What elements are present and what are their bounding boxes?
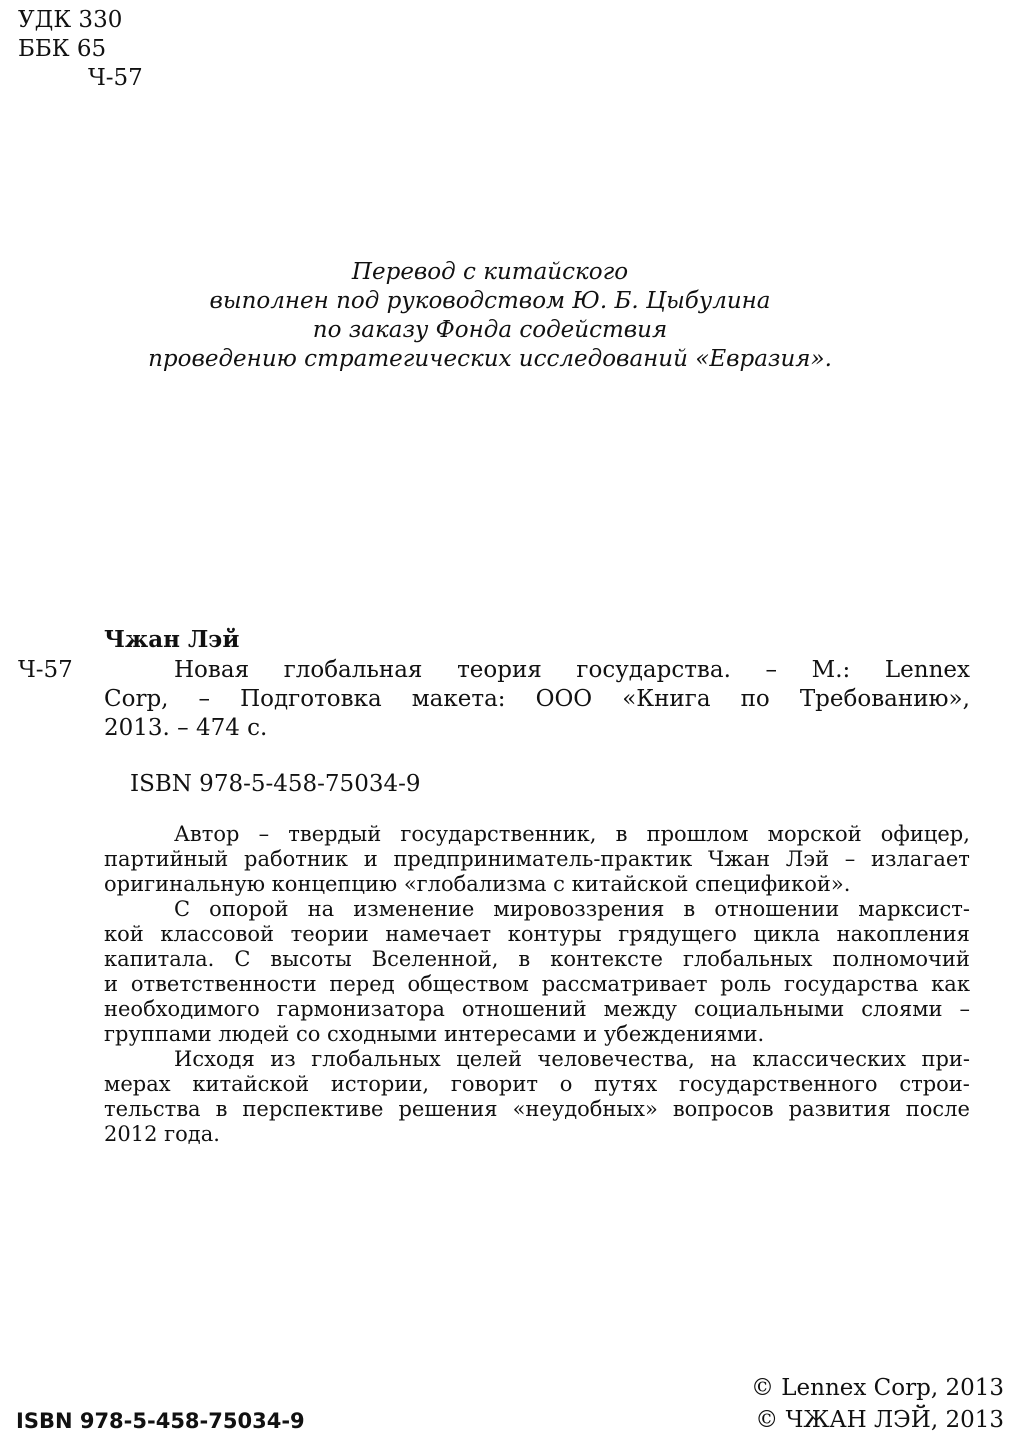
abstract-word: необходимого — [104, 997, 260, 1021]
abstract-word: из — [270, 1047, 296, 1071]
abstract-word: гармонизатора — [276, 997, 445, 1021]
translation-line: по заказу Фонда содействия — [312, 317, 668, 343]
abstract-word: классовой — [160, 922, 275, 946]
abstract-word: цикла — [753, 922, 820, 946]
abstract-word: развития — [788, 1097, 891, 1121]
biblio-word: Новая — [174, 657, 250, 683]
abstract-word: Вселенной, — [371, 947, 499, 971]
translation-line: выполнен под руководством Ю. Б. Цыбулина — [209, 288, 771, 314]
biblio-word: «Книга — [622, 686, 711, 712]
abstract-line — [104, 1072, 970, 1097]
abstract-word: предприниматель-практик — [393, 847, 693, 871]
abstract-line — [104, 972, 970, 997]
biblio-word: макета: — [411, 686, 506, 712]
biblio-word: глобальная — [283, 657, 423, 683]
abstract-word: в — [615, 822, 628, 846]
abstract-word: ответственности — [130, 972, 317, 996]
abstract-word: решения — [398, 1097, 498, 1121]
abstract-word: грядущего — [618, 922, 737, 946]
biblio-word: М.: — [811, 657, 851, 683]
bibliographic-description — [104, 656, 970, 743]
abstract-word: роль — [720, 972, 772, 996]
abstract-word: между — [603, 997, 678, 1021]
biblio-word: Требованию», — [799, 686, 970, 712]
abstract-word: говорит — [450, 1072, 538, 1096]
abstract-paragraph — [104, 897, 970, 1047]
abstract-line — [104, 997, 970, 1022]
biblio-word: государства. — [576, 657, 731, 683]
translation-line: проведению стратегических исследований «Евразия». — [148, 346, 832, 372]
abstract-word: и — [363, 847, 378, 871]
abstract-word: контексте — [550, 947, 663, 971]
abstract-line — [104, 1047, 970, 1072]
abstract-word: перед — [329, 972, 395, 996]
abstract-word: о — [559, 1072, 573, 1096]
abstract-word: марксист- — [858, 897, 970, 921]
abstract-word: целей — [456, 1047, 522, 1071]
abstract-word: намечает — [385, 922, 492, 946]
abstract-word: Лэй — [785, 847, 830, 871]
abstract — [104, 822, 970, 1147]
abstract-word: и — [104, 972, 118, 996]
abstract-word: государственник, — [400, 822, 597, 846]
translation-line: Перевод с китайского — [351, 259, 629, 285]
abstract-word: в — [518, 947, 531, 971]
abstract-paragraph — [104, 1047, 970, 1147]
abstract-paragraph — [104, 822, 970, 897]
biblio-word: – — [198, 686, 211, 712]
classification-codes — [18, 6, 143, 93]
biblio-line — [104, 685, 970, 714]
copyright-author: © ЧЖАН ЛЭЙ, 2013 — [755, 1407, 1004, 1433]
abstract-word: Исходя — [174, 1047, 255, 1071]
abstract-line: оригинальную концепцию «глобализма с китайской спецификой». — [104, 872, 851, 896]
udk-code: УДК 330 — [18, 7, 123, 33]
abstract-word: морской — [767, 822, 862, 846]
abstract-word: – — [258, 822, 270, 846]
abstract-word: – — [959, 997, 970, 1021]
copyright-block — [751, 1372, 1004, 1436]
abstract-word: – — [844, 847, 856, 871]
abstract-word: в — [215, 1097, 228, 1121]
abstract-word: опорой — [209, 897, 289, 921]
abstract-word: на — [710, 1047, 737, 1071]
abstract-word: после — [905, 1097, 970, 1121]
abstract-word: теории — [290, 922, 369, 946]
abstract-word: китайской — [192, 1072, 310, 1096]
biblio-word: ООО — [535, 686, 593, 712]
abstract-word: глобальных — [311, 1047, 441, 1071]
abstract-word: государственного — [679, 1072, 878, 1096]
abstract-word: С — [174, 897, 191, 921]
abstract-word: излагает — [871, 847, 970, 871]
biblio-word: Подготовка — [240, 686, 382, 712]
abstract-word: в — [683, 897, 696, 921]
abstract-word: перспективе — [242, 1097, 384, 1121]
abstract-word: вопросов — [672, 1097, 774, 1121]
translation-note — [60, 258, 920, 374]
abstract-word: кой — [104, 922, 144, 946]
abstract-word: офицер, — [880, 822, 970, 846]
abstract-line — [104, 1097, 970, 1122]
abstract-word: строи- — [899, 1072, 970, 1096]
abstract-word: рассматривает — [541, 972, 708, 996]
abstract-word: контуры — [507, 922, 602, 946]
abstract-line — [104, 922, 970, 947]
abstract-word: при- — [921, 1047, 970, 1071]
catalog-mark: Ч-57 — [18, 657, 73, 683]
catalog-isbn: ISBN 978-5-458-75034-9 — [130, 771, 421, 797]
copyright-publisher: © Lennex Corp, 2013 — [750, 1375, 1004, 1401]
abstract-word: высоты — [270, 947, 352, 971]
abstract-word: Автор — [174, 822, 240, 846]
abstract-word: отношении — [714, 897, 840, 921]
abstract-word: на — [307, 897, 335, 921]
biblio-word: Lennex — [884, 657, 970, 683]
abstract-word: капитала. — [104, 947, 215, 971]
abstract-line: 2012 года. — [104, 1122, 220, 1146]
abstract-word: человечества, — [537, 1047, 695, 1071]
biblio-word: – — [765, 657, 778, 683]
abstract-line — [104, 822, 970, 847]
biblio-line: 2013. – 474 с. — [104, 715, 268, 741]
abstract-word: работник — [244, 847, 348, 871]
abstract-word: тельства — [104, 1097, 201, 1121]
abstract-word: мировоззрения — [493, 897, 665, 921]
abstract-line — [104, 847, 970, 872]
abstract-word: С — [234, 947, 251, 971]
abstract-word: «неудобных» — [512, 1097, 658, 1121]
abstract-word: слоями — [861, 997, 943, 1021]
abstract-word: изменение — [353, 897, 475, 921]
abstract-word: как — [931, 972, 970, 996]
biblio-word: теория — [457, 657, 542, 683]
abstract-word: путях — [594, 1072, 658, 1096]
biblio-line — [104, 656, 970, 685]
abstract-word: классических — [752, 1047, 906, 1071]
abstract-word: мерах — [104, 1072, 171, 1096]
abstract-word: обществом — [407, 972, 529, 996]
abstract-word: партийный — [104, 847, 229, 871]
abstract-word: Чжан — [707, 847, 771, 871]
author-mark: Ч-57 — [88, 65, 143, 91]
abstract-word: истории, — [330, 1072, 430, 1096]
abstract-word: прошлом — [646, 822, 749, 846]
abstract-word: глобальных — [682, 947, 813, 971]
abstract-word: твердый — [288, 822, 382, 846]
biblio-word: по — [740, 686, 770, 712]
abstract-word: накопления — [836, 922, 970, 946]
catalog-author: Чжан Лэй — [104, 626, 240, 653]
abstract-word: социальными — [693, 997, 845, 1021]
abstract-line — [104, 897, 970, 922]
bbk-code: ББК 65 — [18, 36, 107, 62]
abstract-line: группами людей со сходными интересами и убеждениями. — [104, 1022, 765, 1046]
footer-isbn: ISBN 978-5-458-75034-9 — [16, 1409, 305, 1433]
abstract-word: полномочий — [832, 947, 970, 971]
abstract-line — [104, 947, 970, 972]
biblio-word: Corp, — [104, 686, 169, 712]
abstract-word: государства — [783, 972, 919, 996]
abstract-word: отношений — [461, 997, 587, 1021]
